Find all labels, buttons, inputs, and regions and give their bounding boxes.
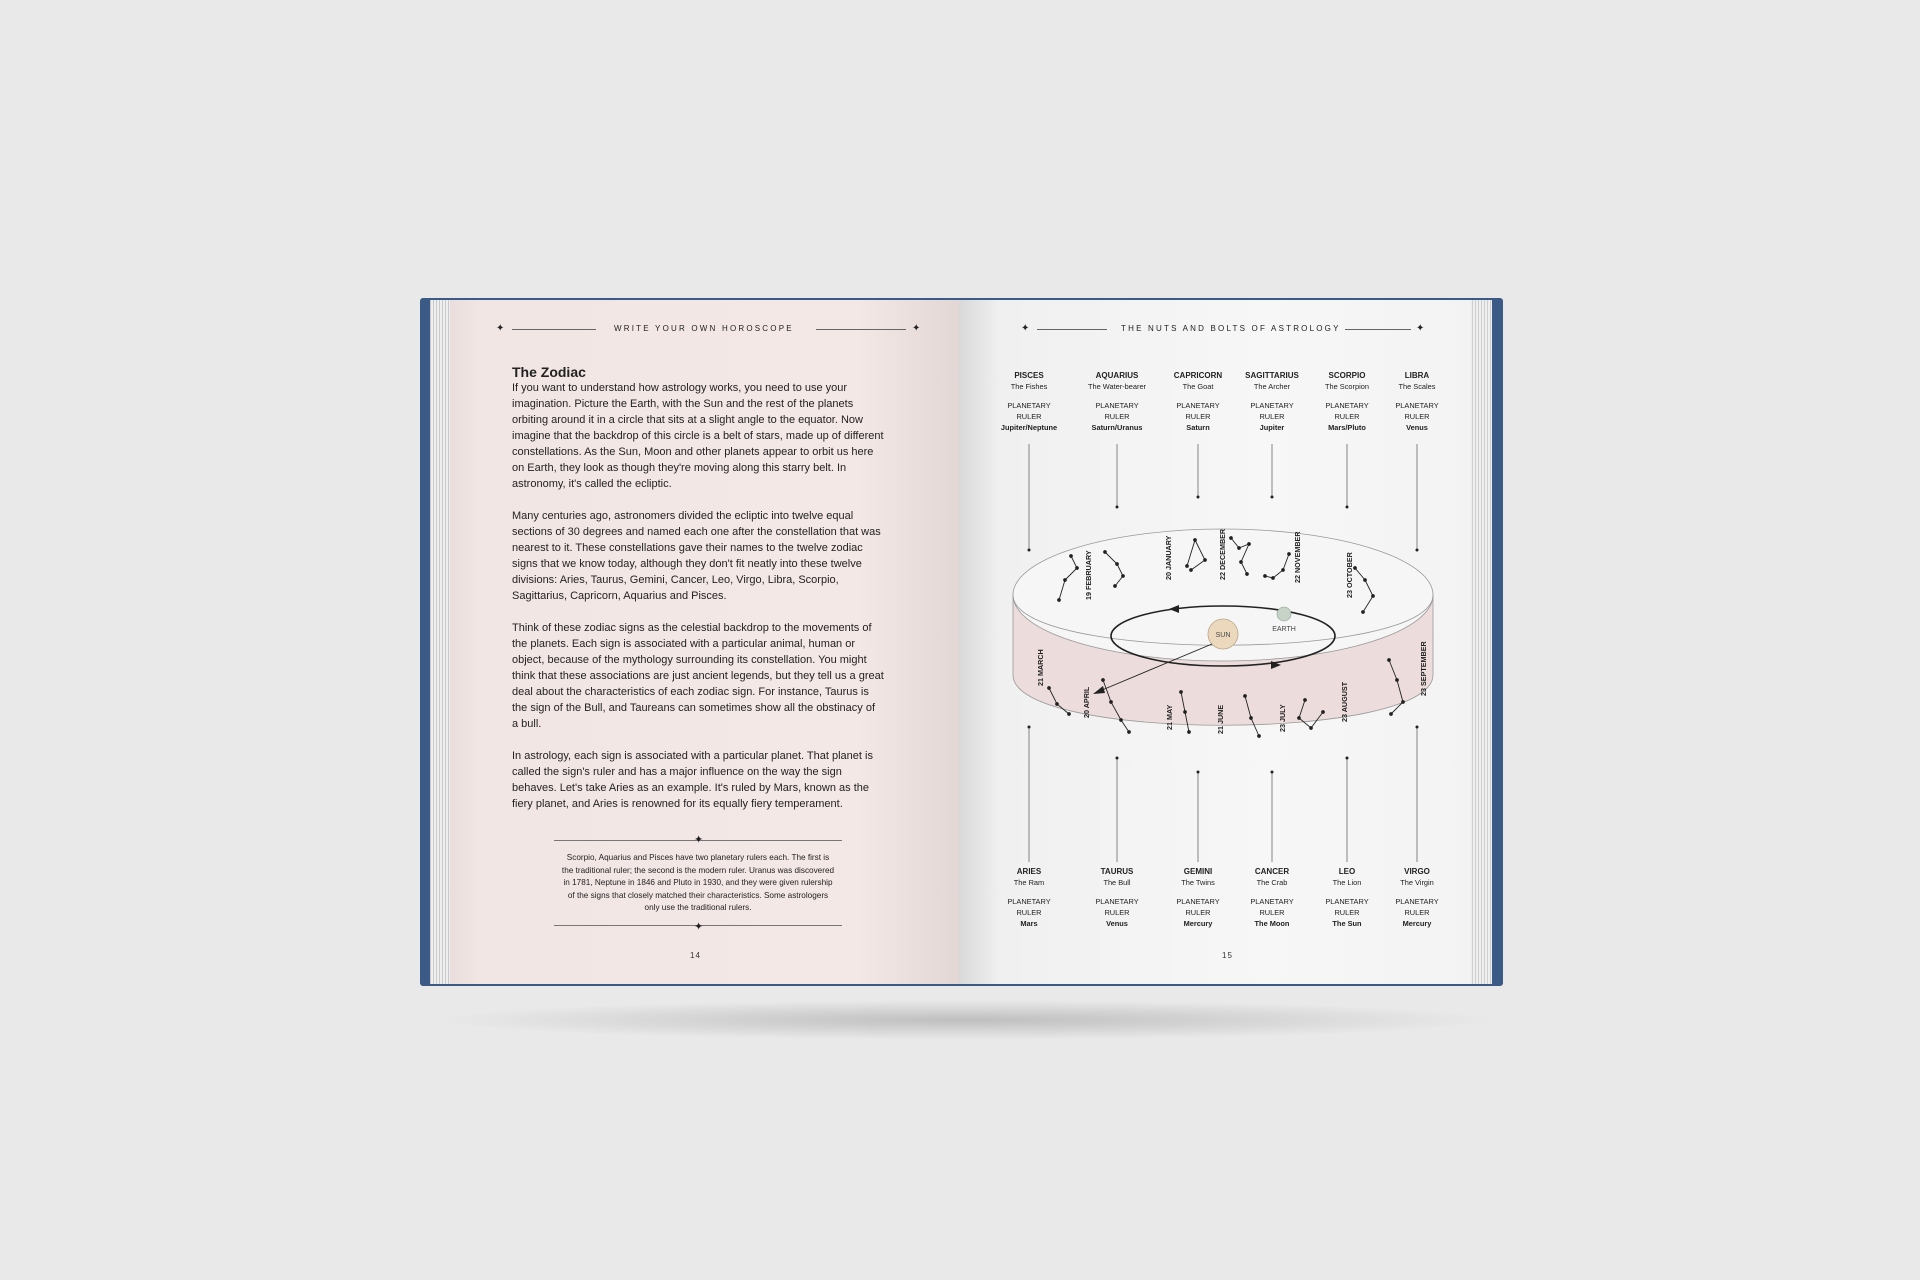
paragraph: Many centuries ago, astronomers divided the ecliptic into twelve equal sections of 30 degrees and named each one after the constellation that was nearest to it. These constellations gave their names to the twelve zodiac signs that we know today, although they don't fit neatly into these twelve divisions: Aries, Taurus, Gemini, Cancer, Leo, Virgo, Libra, Scorpio, Sagittarius, Capricorn, Aquarius and Pisces. (512, 510, 881, 602)
sign-symbol: The Ram (1013, 878, 1045, 887)
sign-label-aries (992, 866, 1066, 929)
left-page (450, 300, 959, 984)
planetary-label: PLANETARY (1325, 401, 1369, 410)
sign-ruler: Mars (1020, 919, 1038, 928)
ruler-label: RULER (1016, 908, 1042, 917)
sign-symbol: The Goat (1182, 382, 1214, 391)
sign-name: ARIES (1016, 867, 1042, 876)
star-ornament-icon: ✦ (694, 920, 704, 933)
sign-ruler: Mercury (1402, 919, 1432, 928)
sign-name: AQUARIUS (1095, 371, 1139, 380)
ring-date-label: 21 MARCH (1036, 649, 1045, 686)
planetary-label: PLANETARY (1250, 401, 1294, 410)
sign-symbol: The Lion (1332, 878, 1362, 887)
sun-label: SUN (1215, 632, 1231, 639)
paragraph: If you want to understand how astrology works, you need to use your imagination. Picture the Earth, with the Sun and the rest of the planets orbiting around it in a circle that sits at a slight angle to the equator. Now imagine that the backdrop of this circle is a belt of stars, made up of different constellations. As the Sun, Moon and other planets appear to orbit us here on Earth, they look as though they're moving along this starry belt. In astronomy, it's called the ecliptic. (512, 382, 884, 490)
page-number: 15 (1222, 951, 1233, 960)
planetary-label: PLANETARY (1176, 897, 1220, 906)
sign-label-aquarius (1080, 370, 1154, 433)
ruler-label: RULER (1104, 908, 1130, 917)
sign-ruler: Venus (1406, 423, 1428, 432)
sign-ruler: Mars/Pluto (1328, 423, 1366, 432)
sign-label-libra (1380, 370, 1454, 433)
sign-label-cancer (1235, 866, 1309, 929)
sign-label-scorpio (1310, 370, 1384, 433)
ring-date-label: 23 JULY (1278, 704, 1287, 732)
ruler-label: RULER (1404, 908, 1430, 917)
ring-date-label: 23 AUGUST (1340, 681, 1349, 722)
planetary-label: PLANETARY (1007, 401, 1051, 410)
ring-date-label: 20 JANUARY (1164, 535, 1173, 580)
book-shadow (430, 1000, 1500, 1040)
planetary-label: PLANETARY (1395, 897, 1439, 906)
sign-symbol: The Scales (1398, 382, 1436, 391)
head-rule (816, 329, 906, 330)
running-head-right: THE NUTS AND BOLTS OF ASTROLOGY (1121, 324, 1341, 333)
paragraph: Think of these zodiac signs as the celestial backdrop to the movements of the planets. Each sign is associated with a particular animal, human or object, because of the mythology surrounding its constellation. You might think that these associations are just ancient legends, but they tell us a great deal about the characteristics of each zodiac sign. For instance, Taurus is the sign of the Bull, and Taureans can sometimes show all the obstinacy of a bull. (512, 622, 884, 730)
sign-symbol: The Water-bearer (1087, 382, 1147, 391)
sign-ruler: The Moon (1254, 919, 1290, 928)
head-rule (512, 329, 596, 330)
star-ornament-icon: ✦ (694, 834, 704, 846)
sign-label-sagittarius (1235, 370, 1309, 433)
sign-label-leo (1310, 866, 1384, 929)
page-edges-left (430, 300, 450, 984)
sign-symbol: The Twins (1181, 878, 1215, 887)
sign-name: PISCES (1014, 371, 1044, 380)
planetary-label: PLANETARY (1095, 401, 1139, 410)
running-head-left: WRITE YOUR OWN HOROSCOPE (614, 324, 794, 333)
sign-ruler: Venus (1106, 919, 1128, 928)
note-box (554, 834, 842, 933)
ruler-label: RULER (1404, 412, 1430, 421)
ring-date-label: 21 MAY (1165, 704, 1174, 730)
ruler-label: RULER (1016, 412, 1042, 421)
sign-name: LEO (1338, 867, 1356, 876)
sign-symbol: The Virgin (1400, 878, 1434, 887)
planetary-label: PLANETARY (1250, 897, 1294, 906)
sign-label-capricorn (1161, 370, 1235, 433)
page-number: 14 (690, 951, 701, 960)
sign-label-pisces (992, 370, 1066, 433)
sign-name: SCORPIO (1328, 371, 1366, 380)
section-title: The Zodiac (512, 364, 586, 380)
sign-label-taurus (1080, 866, 1154, 929)
star-ornament-icon: ✦ (912, 323, 921, 334)
ring-date-label: 23 SEPTEMBER (1419, 641, 1428, 696)
sign-name: TAURUS (1100, 867, 1134, 876)
sign-name: GEMINI (1183, 867, 1213, 876)
sign-name: VIRGO (1404, 867, 1430, 876)
page-edges-right (1470, 300, 1492, 984)
sign-name: CANCER (1254, 867, 1290, 876)
sign-ruler: Mercury (1183, 919, 1213, 928)
ruler-label: RULER (1104, 412, 1130, 421)
planetary-label: PLANETARY (1176, 401, 1220, 410)
sign-symbol: The Archer (1253, 382, 1291, 391)
sign-ruler: The Sun (1332, 919, 1362, 928)
star-ornament-icon: ✦ (1021, 323, 1030, 334)
star-ornament-icon: ✦ (496, 323, 505, 334)
sign-ruler: Jupiter/Neptune (1000, 423, 1058, 432)
ring-date-label: 20 APRIL (1082, 686, 1091, 718)
note-text: Scorpio, Aquarius and Pisces have two planetary rulers each. The first is the traditional ruler; the second is the modern ruler. Uranus was discovered in 1781, Neptune in 1846 and Pluto in 1930, and they were given rulership of the signs that closely matched their characteristics. Some astrologers only use the traditional rulers. (561, 853, 835, 912)
ruler-label: RULER (1334, 908, 1360, 917)
sign-name: CAPRICORN (1173, 371, 1223, 380)
ring-date-label: 23 OCTOBER (1345, 552, 1354, 598)
ring-date-label: 22 NOVEMBER (1293, 531, 1302, 583)
sign-ruler: Saturn/Uranus (1091, 423, 1143, 432)
paragraph: In astrology, each sign is associated with a particular planet. That planet is called the sign's ruler and has a major influence on the way the sign behaves. Let's take Aries as an example. It's ruled by Mars, known as the fiery planet, and Aries is renowned for its equally fiery temperament. (512, 750, 873, 810)
right-page (959, 300, 1470, 984)
sign-symbol: The Bull (1103, 878, 1131, 887)
sign-label-virgo (1380, 866, 1454, 929)
ruler-label: RULER (1185, 412, 1211, 421)
sign-name: SAGITTARIUS (1245, 371, 1299, 380)
sign-ruler: Jupiter (1259, 423, 1285, 432)
sign-label-gemini (1161, 866, 1235, 929)
ring-date-label: 19 FEBRUARY (1084, 550, 1093, 600)
sign-symbol: The Crab (1256, 878, 1288, 887)
ruler-label: RULER (1259, 412, 1285, 421)
ruler-label: RULER (1185, 908, 1211, 917)
sign-symbol: The Fishes (1010, 382, 1048, 391)
planetary-label: PLANETARY (1095, 897, 1139, 906)
sign-ruler: Saturn (1186, 423, 1210, 432)
ruler-label: RULER (1259, 908, 1285, 917)
earth-label: EARTH (1272, 626, 1296, 633)
star-ornament-icon: ✦ (1416, 323, 1425, 334)
planetary-label: PLANETARY (1395, 401, 1439, 410)
planetary-label: PLANETARY (1325, 897, 1369, 906)
sign-symbol: The Scorpion (1325, 382, 1369, 391)
body-text (512, 364, 884, 828)
planetary-label: PLANETARY (1007, 897, 1051, 906)
ring-date-label: 22 DECEMBER (1218, 528, 1227, 580)
sign-name: LIBRA (1404, 371, 1430, 380)
ring-date-label: 21 JUNE (1216, 704, 1225, 734)
ruler-label: RULER (1334, 412, 1360, 421)
